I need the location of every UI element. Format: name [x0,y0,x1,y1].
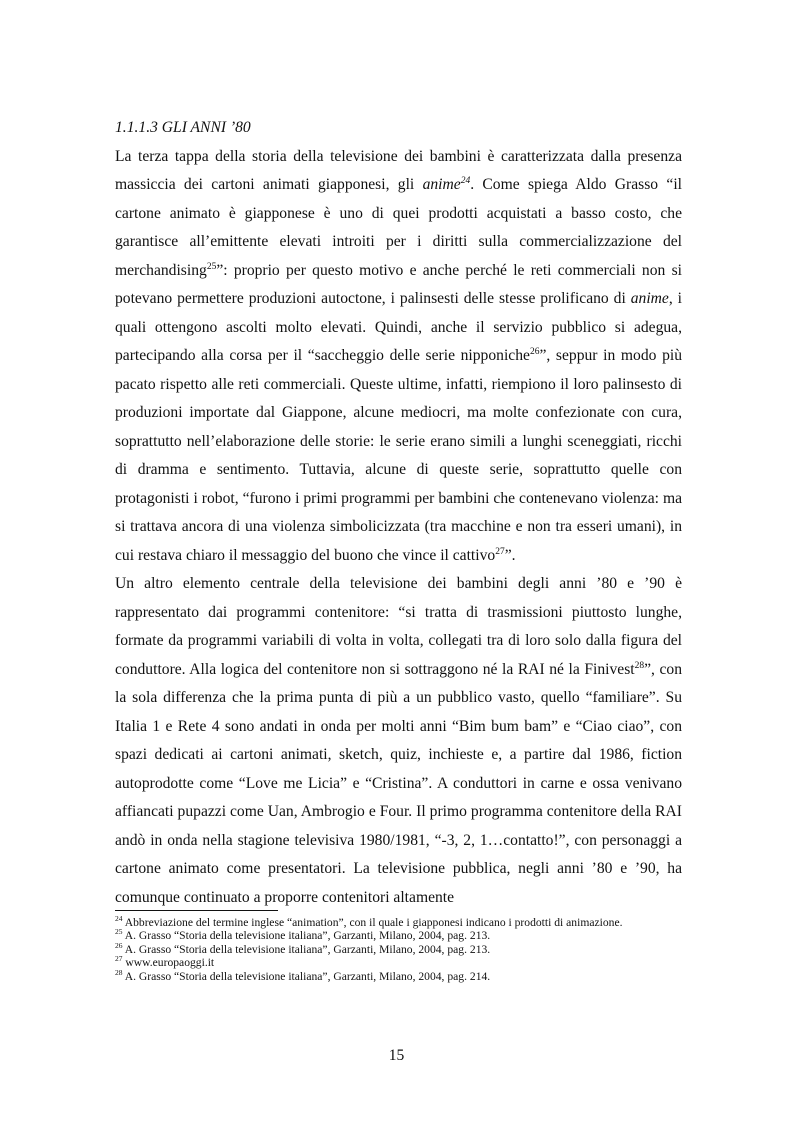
body-text [115,114,682,912]
page-number: 15 [388,1047,405,1064]
footnote-separator [115,910,278,911]
footnote-ref: 27 [495,546,505,557]
footnote-number: 28 [115,967,123,977]
footnote-number: 25 [115,927,123,937]
footnote-text: A. Grasso “Storia della televisione italiana”, Garzanti, Milano, 2004, pag. 213. [122,942,491,956]
text-run: Un altro elemento centrale della televisione dei bambini degli anni ’80 e ’90 è rappresentato dai programmi contenitore: “si tratta di trasmissioni piuttosto lunghe, formate da programmi variabili di volta in volta, collegati tra di loro solo dalla figura del conduttore. Alla logica del contenitore non si sottraggono né la RAI né la Finivest [115,575,682,678]
footnote-text: A. Grasso “Storia della televisione italiana”, Garzanti, Milano, 2004, pag. 214. [122,969,491,983]
footnote-number: 26 [115,940,123,950]
text-run: ”, seppur in modo più pacato rispetto alle reti commerciali. Queste ultime, infatti, riempiono il loro palinsesto di produzioni importate dal Giappone, alcune mediocri, ma molte confezionate con cura, soprattutto nell’elaborazione delle storie: le serie erano simili a lunghi sceneggiati, ricchi di dramma e sentimento. Tuttavia, alcune di queste serie, soprattutto quelle con protagonisti i robot, “furono i primi programmi per bambini che contenevano violenza: ma si trattava ancora di una violenza simbolicizzata (tra macchine e non tra esseri umani), in cui restava chiaro il messaggio del buono che vince il cattivo [115,347,682,564]
footnote-27 [115,956,682,969]
footnote-number: 24 [115,914,123,924]
text-run: ”: proprio per questo motivo e anche perché le reti commerciali non si potevano permettere produzioni autoctone, i palinsesti delle stesse prolificano di [115,261,682,307]
footnote-ref: 24 [460,175,471,186]
footnote-text: Abbreviazione del termine inglese “animation”, con il quale i giapponesi indicano i prodotti di animazione. [122,916,623,929]
footnote-ref: 28 [634,660,645,671]
footnote-26 [115,940,682,956]
text-run: ”, con la sola differenza che la prima punta di più a un pubblico vasto, quello “familiare”. Su Italia 1 e Rete 4 sono andati in onda per molti anni “Bim bum bam” e “Ciao ciao”, con spazi dedicati ai cartoni animati, sketch, quiz, inchieste e, a partire dal 1986, fiction autoprodotte come “Love me Licia” e “Cristina”. A conduttori in carne e ossa venivano affiancati pupazzi come Uan, Ambrogio e Four. Il primo programma contenitore della RAI andò in onda nella stagione televisiva 1980/1981, “-3, 2, 1…contatto!”, con personaggi a cartone animato come presentatori. La televisione pubblica, negli anni ’80 e ’90, ha comunque continuato a proporre contenitori altamente [115,660,683,906]
footnote-28 [115,967,682,983]
footnote-text: www.europaoggi.it [122,956,215,970]
footnote-text: A. Grasso “Storia della televisione italiana”, Garzanti, Milano, 2004, pag. 213. [122,929,491,943]
footnote-24 [115,916,682,929]
footnote-number: 27 [115,954,123,964]
footnote-ref: 26 [529,346,540,357]
footnote-25 [115,929,682,942]
text-run: anime [630,290,669,307]
section-heading: 1.1.1.3 GLI ANNI ’80 [115,119,251,136]
text-run: . Come spiega Aldo Grasso “il cartone animato è giapponese è uno di quei prodotti acquistati a basso costo, che garantisce all’emittente elevati introiti per i diritti sulla commercializzazione del merchandising [115,176,682,279]
footnote-ref: 25 [206,261,217,272]
text-run: anime [422,176,461,193]
paragraph-1 [115,143,682,571]
paragraph-2 [115,570,682,912]
text-run: La terza tappa della storia della televisione dei bambini è caratterizzata dalla presenza massiccia dei cartoni animati giapponesi, gli [115,147,682,193]
text-run: ”. [504,546,516,564]
text-run: , i quali ottengono ascolti molto elevati. Quindi, anche il servizio pubblico si adegua, partecipando alla corsa per il “saccheggio delle serie nipponiche [115,290,682,364]
footnotes [115,916,682,983]
